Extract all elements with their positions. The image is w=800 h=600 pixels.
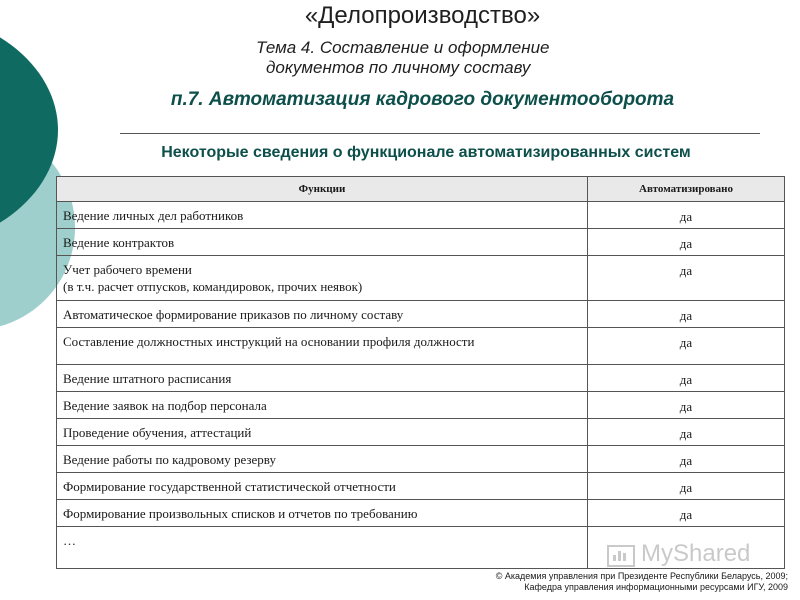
table-row — [57, 473, 785, 500]
function-name: Составление должностных инструкций на основании профиля должности — [57, 328, 588, 365]
function-name-line-1: Учет рабочего времени — [63, 262, 192, 277]
watermark — [605, 538, 765, 570]
automated-value: да — [588, 202, 785, 229]
automated-value: да — [588, 229, 785, 256]
table-row — [57, 500, 785, 527]
divider — [120, 133, 760, 134]
function-name: … — [57, 527, 588, 569]
function-name: Ведение контрактов — [57, 229, 588, 256]
automated-value: да — [588, 328, 785, 365]
automated-value: да — [588, 473, 785, 500]
table-header-row — [57, 177, 785, 202]
table-row — [57, 229, 785, 256]
table-row — [57, 328, 785, 365]
topic-subtitle — [250, 38, 630, 78]
table-row — [57, 446, 785, 473]
automated-value: да — [588, 500, 785, 527]
functions-table — [56, 176, 785, 569]
footer-line-1: © Академия управления при Президенте Республики Беларусь, 2009; — [495, 571, 788, 581]
myshared-logo-icon — [605, 541, 635, 567]
function-name: Ведение работы по кадровому резерву — [57, 446, 588, 473]
function-name: Ведение штатного расписания — [57, 365, 588, 392]
table-row — [57, 365, 785, 392]
function-name: Ведение заявок на подбор персонала — [57, 392, 588, 419]
function-name-line-2: (в т.ч. расчет отпусков, командировок, прочих неявок) — [63, 279, 363, 294]
topic-line-2: документов по личному составу — [266, 58, 531, 77]
column-header-automated: Автоматизировано — [588, 177, 785, 202]
function-name: Формирование государственной статистической отчетности — [57, 473, 588, 500]
automated-value: да — [588, 365, 785, 392]
table-title: Некоторые сведения о функционале автоматизированных систем — [161, 144, 691, 161]
table-row — [57, 202, 785, 229]
copyright-footer — [496, 571, 788, 593]
footer-line-2: Кафедра управления информационными ресурсами ИГУ, 2009 — [524, 582, 788, 592]
automated-value: да — [588, 446, 785, 473]
function-name: Проведение обучения, аттестаций — [57, 419, 588, 446]
function-name: Формирование произвольных списков и отчетов по требованию — [57, 500, 588, 527]
function-name — [57, 256, 588, 301]
table-row — [57, 301, 785, 328]
watermark-text: MyShared — [641, 540, 751, 567]
topic-line-1: Тема 4. Составление и оформление — [256, 38, 550, 57]
table-row — [57, 419, 785, 446]
section-heading: п.7. Автоматизация кадрового документооборота — [170, 89, 675, 110]
function-name: Ведение личных дел работников — [57, 202, 588, 229]
function-name: Автоматическое формирование приказов по личному составу — [57, 301, 588, 328]
automated-value: да — [588, 419, 785, 446]
column-header-function: Функции — [57, 177, 588, 202]
table-row — [57, 392, 785, 419]
automated-value: да — [588, 392, 785, 419]
automated-value: да — [588, 301, 785, 328]
automated-value: да — [588, 256, 785, 301]
table-row — [57, 256, 785, 301]
page-title: «Делопроизводство» — [304, 2, 541, 29]
